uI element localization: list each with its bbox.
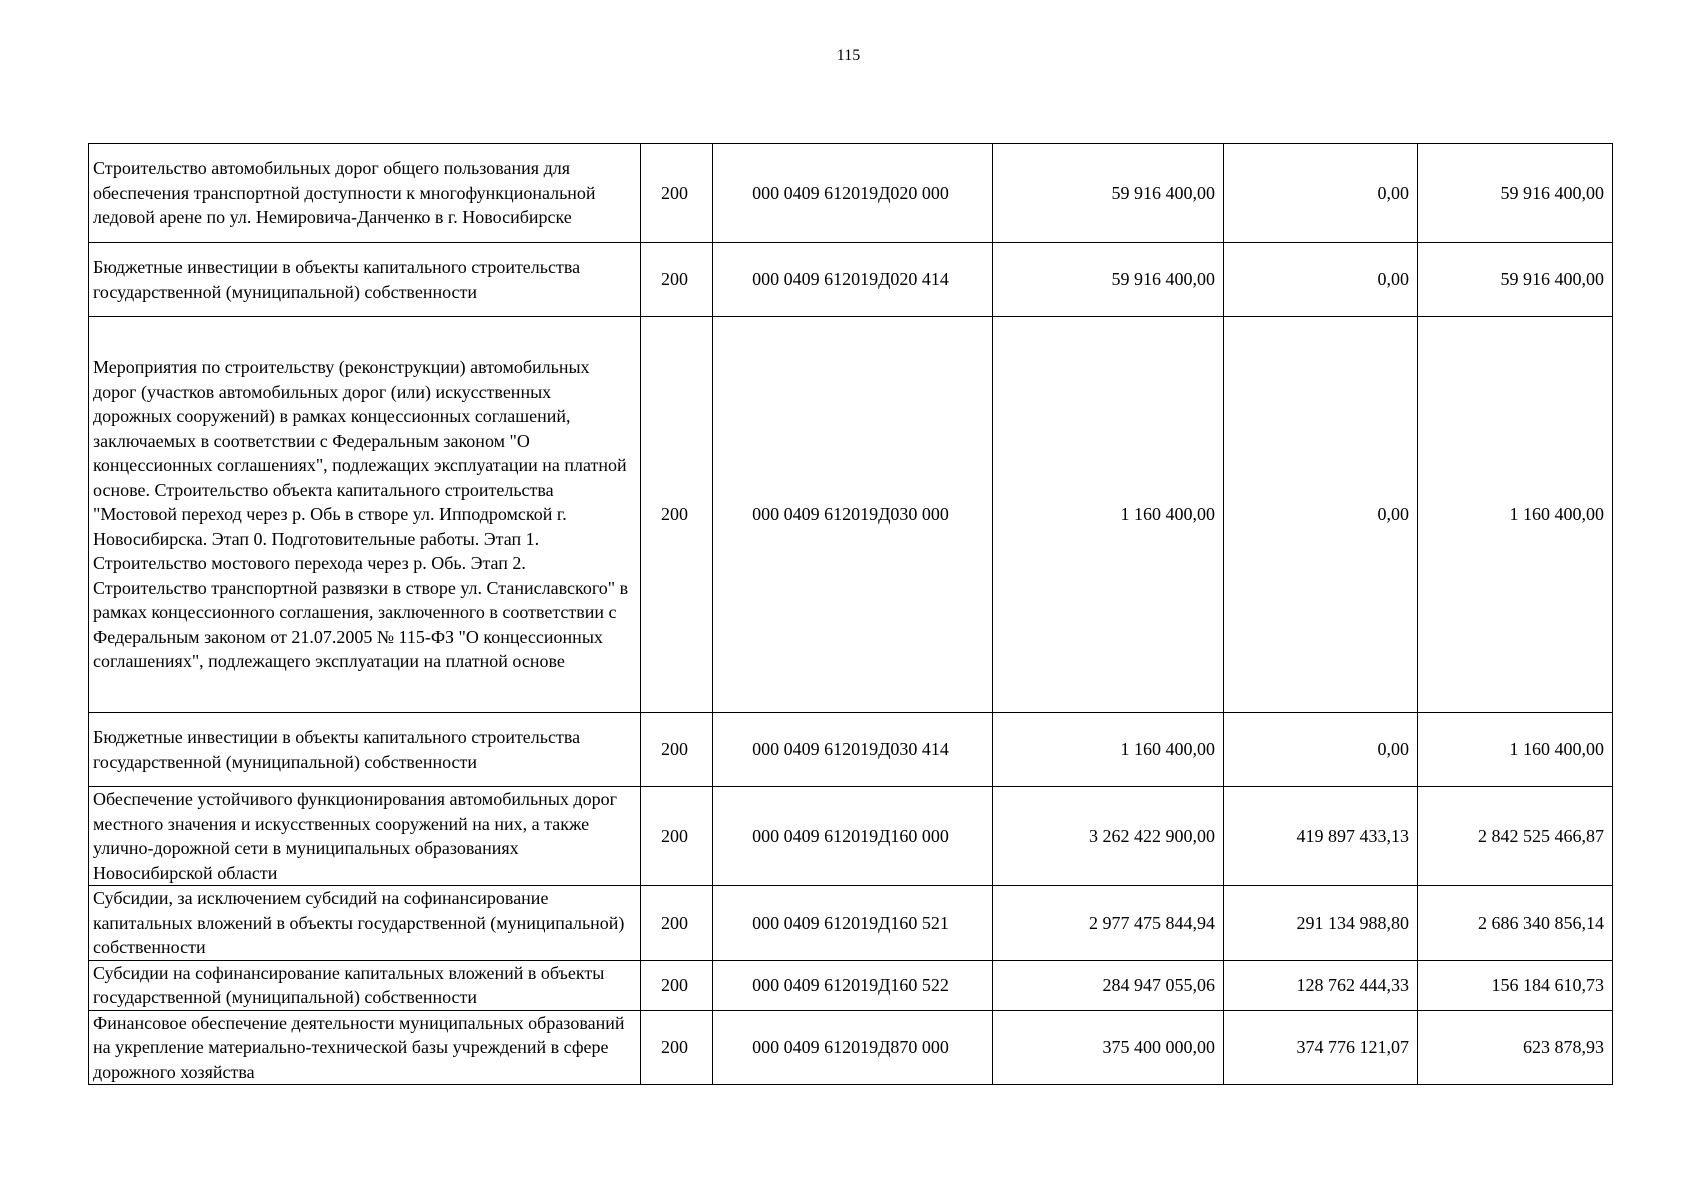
row-name-cell: Обеспечение устойчивого функционирования автомобильных дорог местного значения и искусственных сооружений на них, а также улично-дорожной сети в муниципальных образованиях Новосибирской области: [89, 787, 641, 886]
table-row: [89, 317, 1613, 713]
row-approved-cell: 59 916 400,00: [993, 243, 1224, 317]
row-class-code-cell: 000 0409 612019Д870 000: [713, 1010, 993, 1085]
row-class-code-cell: 000 0409 612019Д030 414: [713, 713, 993, 787]
row-class-code-cell: 000 0409 612019Д020 000: [713, 144, 993, 243]
row-admin-code-cell: 200: [641, 886, 713, 961]
row-name-cell: Субсидии, за исключением субсидий на софинансирование капитальных вложений в объекты государственной (муниципальной) собственности: [89, 886, 641, 961]
table-row: [89, 886, 1613, 961]
row-unexecuted-cell: 1 160 400,00: [1418, 317, 1613, 713]
row-admin-code-cell: 200: [641, 1010, 713, 1085]
row-approved-cell: 1 160 400,00: [993, 713, 1224, 787]
row-class-code-cell: 000 0409 612019Д160 000: [713, 787, 993, 886]
row-unexecuted-cell: 623 878,93: [1418, 1010, 1613, 1085]
table-row: [89, 713, 1613, 787]
row-name-cell: Строительство автомобильных дорог общего пользования для обеспечения транспортной доступности к многофункциональной ледовой арене по ул. Немировича-Данченко в г. Новосибирске: [89, 144, 641, 243]
row-name-cell: Бюджетные инвестиции в объекты капитального строительства государственной (муниципальной) собственности: [89, 243, 641, 317]
row-approved-cell: 375 400 000,00: [993, 1010, 1224, 1085]
table-row: [89, 960, 1613, 1010]
row-name-cell: Субсидии на софинансирование капитальных вложений в объекты государственной (муниципальной) собственности: [89, 960, 641, 1010]
row-name-cell: Финансовое обеспечение деятельности муниципальных образований на укрепление материально-технической базы учреждений в сфере дорожного хозяйства: [89, 1010, 641, 1085]
row-class-code-cell: 000 0409 612019Д160 521: [713, 886, 993, 961]
row-executed-cell: 0,00: [1224, 144, 1418, 243]
row-approved-cell: 1 160 400,00: [993, 317, 1224, 713]
row-unexecuted-cell: 156 184 610,73: [1418, 960, 1613, 1010]
row-unexecuted-cell: 2 686 340 856,14: [1418, 886, 1613, 961]
row-admin-code-cell: 200: [641, 144, 713, 243]
table-row: [89, 144, 1613, 243]
row-executed-cell: 374 776 121,07: [1224, 1010, 1418, 1085]
row-approved-cell: 3 262 422 900,00: [993, 787, 1224, 886]
row-executed-cell: 419 897 433,13: [1224, 787, 1418, 886]
row-executed-cell: 0,00: [1224, 317, 1418, 713]
row-admin-code-cell: 200: [641, 243, 713, 317]
row-approved-cell: 59 916 400,00: [993, 144, 1224, 243]
row-name-cell: Мероприятия по строительству (реконструкции) автомобильных дорог (участков автомобильных дорог (или) искусственных дорожных сооружений) в рамках концессионных соглашений, заключаемых в соответствии с Федеральным законом "О концессионных соглашениях", подлежащих эксплуатации на платной основе. Строительство объекта капитального строительства "Мостовой переход через р. Обь в створе ул. Ипподромской г. Новосибирска. Этап 0. Подготовительные работы. Этап 1. Строительство мостового перехода через р. Обь. Этап 2. Строительство транспортной развязки в створе ул. Станиславского" в рамках концессионного соглашения, заключенного в соответствии с Федеральным законом от 21.07.2005 № 115-ФЗ "О концессионных соглашениях", подлежащего эксплуатации на платной основе: [89, 317, 641, 713]
table-row: [89, 787, 1613, 886]
row-approved-cell: 2 977 475 844,94: [993, 886, 1224, 961]
row-executed-cell: 291 134 988,80: [1224, 886, 1418, 961]
row-unexecuted-cell: 59 916 400,00: [1418, 144, 1613, 243]
row-unexecuted-cell: 2 842 525 466,87: [1418, 787, 1613, 886]
row-class-code-cell: 000 0409 612019Д030 000: [713, 317, 993, 713]
row-admin-code-cell: 200: [641, 960, 713, 1010]
page-number: 115: [836, 47, 861, 64]
row-admin-code-cell: 200: [641, 317, 713, 713]
row-class-code-cell: 000 0409 612019Д160 522: [713, 960, 993, 1010]
row-unexecuted-cell: 1 160 400,00: [1418, 713, 1613, 787]
row-executed-cell: 128 762 444,33: [1224, 960, 1418, 1010]
row-admin-code-cell: 200: [641, 787, 713, 886]
row-approved-cell: 284 947 055,06: [993, 960, 1224, 1010]
row-name-cell: Бюджетные инвестиции в объекты капитального строительства государственной (муниципальной) собственности: [89, 713, 641, 787]
row-unexecuted-cell: 59 916 400,00: [1418, 243, 1613, 317]
table-row: [89, 243, 1613, 317]
row-executed-cell: 0,00: [1224, 243, 1418, 317]
row-class-code-cell: 000 0409 612019Д020 414: [713, 243, 993, 317]
row-admin-code-cell: 200: [641, 713, 713, 787]
row-executed-cell: 0,00: [1224, 713, 1418, 787]
budget-execution-table: [88, 143, 1613, 1085]
table-row: [89, 1010, 1613, 1085]
